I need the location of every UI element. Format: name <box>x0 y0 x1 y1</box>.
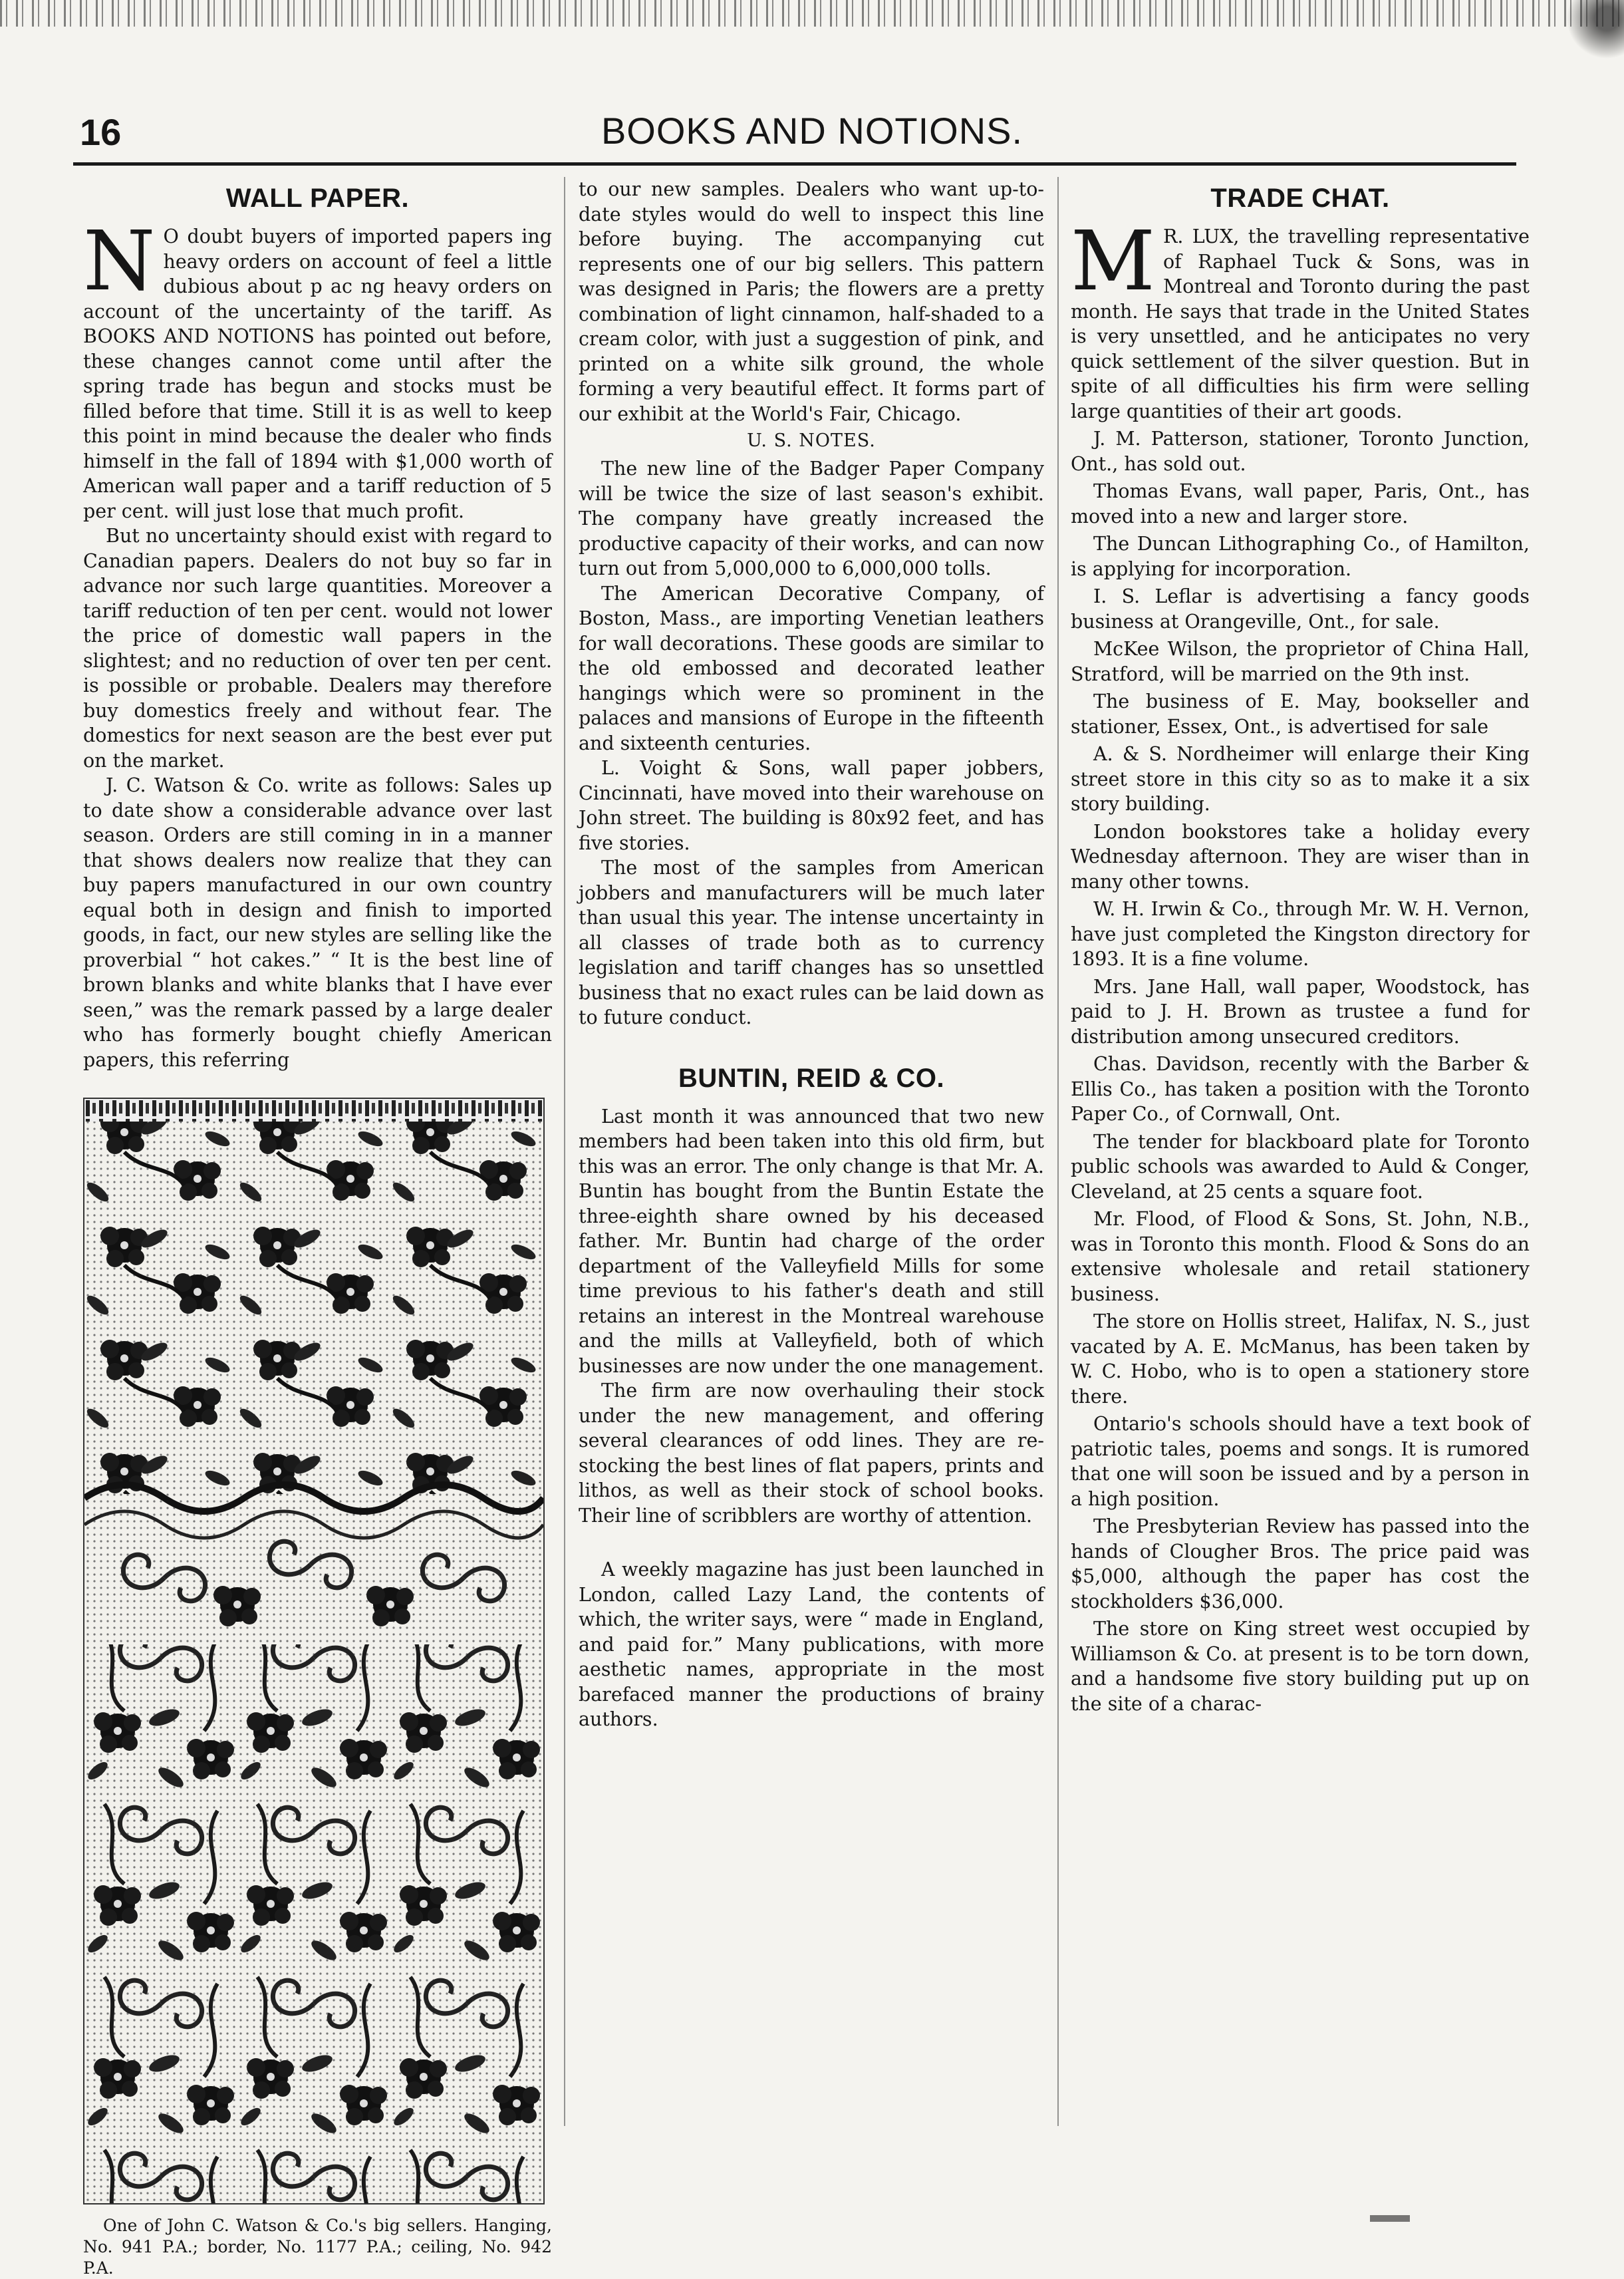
wallpaper-illustration <box>83 1098 545 2204</box>
column-divider <box>564 177 565 2126</box>
trade-item: London bookstores take a holiday every Wednesday afternoon. They are wiser than in many other towns. <box>1071 820 1530 893</box>
trade-item: W. H. Irwin & Co., through Mr. W. H. Vernon, have just completed the Kingston directory for 1893. It is a fine volume. <box>1071 898 1530 970</box>
running-head: BOOKS AND NOTIONS. <box>601 110 1023 152</box>
column-1 <box>83 177 552 2279</box>
trade-item: The business of E. May, bookseller and stationer, Essex, Ont., is advertised for sale <box>1071 690 1530 738</box>
wall-paper-heading: WALL PAPER. <box>225 184 410 213</box>
trade-item: I. S. Leflar is advertising a fancy goods business at Orangeville, Ont., for sale. <box>1071 585 1530 633</box>
paragraph: A weekly magazine has just been launched in London, called Lazy Land, the contents of which, the writer says, were “ made in England, and paid for.” Many publications, with more aesthetic names, appropriate in the most barefaced manner the productions of brainy authors. <box>579 1559 1044 1730</box>
paragraph: The American Decorative Company, of Boston, Mass., are importing Venetian leathers for wall decorations. These goods are similar to the old embossed and decorated leather hangings which were so prominent in the palaces and mansions of Europe in the fifteenth and sixteenth centuries. <box>579 582 1044 754</box>
trade-item: The Presbyterian Review has passed into the hands of Clougher Bros. The price paid was $5,000, although the paper has cost the stockholders $36,000. <box>1071 1515 1530 1612</box>
trade-item: The tender for blackboard plate for Toronto public schools was awarded to Auld & Conger, Cleveland, at 25 cents a square foot. <box>1071 1130 1530 1203</box>
paragraph: to our new samples. Dealers who want up-to-date styles would do well to inspect this line before buying. The accompanying cut represents one of our big sellers. This pattern was designed in Paris; the flowers are a pretty combination of light cinnamon, half-shaded to a cream color, with just a suggestion of pink, and printed on a white silk ground, the whole forming a very beautiful effect. It forms part of our exhibit at the World's Fair, Chicago. <box>579 178 1044 425</box>
scan-noise-corner <box>1538 0 1624 93</box>
column-3 <box>1071 177 1530 1719</box>
us-notes-heading: U. S. NOTES. <box>747 430 876 451</box>
illustration-caption: One of John C. Watson & Co.'s big sellers. Hanging, No. 941 P.A.; border, No. 1177 P.A.; ceiling, No. 942 P.A. <box>83 2216 552 2278</box>
drop-cap: N <box>83 214 156 309</box>
trade-chat-heading: TRADE CHAT. <box>1210 184 1390 213</box>
paragraph: Last month it was announced that two new members had been taken into this old firm, but this was an error. The only change is that Mr. A. Buntin has bought from the Buntin Estate the three-eighth share owned by his deceased father. Mr. Buntin had charge of the order department of the Valleyfield Mills for some time previous to his father's death and still retains an interest in the Montreal warehouse and the mills at Valleyfield, both of which businesses are now under the one management. <box>579 1105 1044 1377</box>
page-number: 16 <box>80 111 122 153</box>
section-spacer <box>579 1030 1044 1057</box>
buntin-reid-heading: BUNTIN, REID & CO. <box>678 1063 945 1093</box>
paragraph: J. C. Watson & Co. write as follows: Sales up to date show a considerable advance over last season. Orders are still coming in in a manner that shows dealers now realize that they can buy papers manufactured in our own country equal both in design and finish to imported goods, in fact, our new styles are selling like the proverbial “ hot cakes.” “ It is the best line of brown blanks and white blanks that I have ever seen,” was the remark passed by a large dealer who has formerly bought chiefly American papers, this referring <box>83 774 552 1071</box>
paragraph: But no uncertainty should exist with regard to Canadian papers. Dealers do not buy so far in advance nor such large quantities. Moreover a tariff reduction of ten per cent. would not lower the price of domestic wall papers in the slightest; and no reduction of over ten per cent. is possible or probable. Dealers may therefore buy domestics freely and without fear. The domestics for next season are the best ever put on the market. <box>83 525 552 772</box>
trade-item: J. M. Patterson, stationer, Toronto Junction, Ont., has sold out. <box>1071 428 1530 475</box>
trade-item: Ontario's schools should have a text book of patriotic tales, poems and songs. It is rumored that one will soon be issued and by a person in a high position. <box>1071 1413 1530 1510</box>
paragraph: The most of the samples from American jobbers and manufacturers will be much later than usual this year. The intense uncertainty in all classes of trade both as to currency legislation and tariff changes has so unsettled business that no exact rules can be laid down as to future conduct. <box>579 857 1044 1028</box>
trade-item: Mrs. Jane Hall, wall paper, Woodstock, has paid to J. H. Brown as trustee a fund for distribution among unsecured creditors. <box>1071 975 1530 1048</box>
paragraph: The firm are now overhauling their stock under the new management, and offering several clearances of odd lines. They are re-stocking the best lines of flat papers, prints and lithos, as well as their stock of school books. Their line of scribblers are worthy of attention. <box>579 1380 1044 1527</box>
trade-item: The store on King street west occupied by Williamson & Co. at present is to be torn down, and a handsome five story building put up on the site of a charac- <box>1071 1618 1530 1715</box>
header-rule <box>73 162 1516 166</box>
paragraph: L. Voight & Sons, wall paper jobbers, Cincinnati, have moved into their warehouse on John street. The building is 80x92 feet, and has five stories. <box>579 757 1044 854</box>
paragraph: O doubt buyers of imported papers ing heavy orders on account of feel a little dubious about p ac ng heavy orders on account of the uncertainty of the tariff. As BOOKS AND NOTIONS has pointed out before, these changes cannot come until after the spring trade has begun and stocks must be filled before that time. Still it is as well to keep this point in mind because the dealer who finds himself in the fall of 1894 with $1,000 worth of American wall paper and a tariff reduction of 5 per cent. will just lose that much profit. <box>83 226 552 522</box>
drop-cap: M <box>1071 214 1155 309</box>
trade-item: The Duncan Lithographing Co., of Hamilton, is applying for incorporation. <box>1071 533 1530 580</box>
trade-item: The store on Hollis street, Halifax, N. S., just vacated by A. E. McManus, has been taken by W. C. Hobo, who is to open a stationery store there. <box>1071 1310 1530 1408</box>
trade-item: McKee Wilson, the proprietor of China Hall, Stratford, will be married on the 9th inst. <box>1071 638 1530 685</box>
paragraph: The new line of the Badger Paper Company will be twice the size of last season's exhibit. The company have greatly increased the productive capacity of their works, and can now turn out from 5,000,000 to 6,000,000 tolls. <box>579 458 1044 579</box>
trade-item: Chas. Davidson, recently with the Barber & Ellis Co., has taken a position with the Toronto Paper Co., of Cornwall, Ont. <box>1071 1053 1530 1125</box>
trade-item: Mr. Flood, of Flood & Sons, St. John, N.B., was in Toronto this month. Flood & Sons do an extensive wholesale and retail stationery business. <box>1071 1208 1530 1305</box>
column-2 <box>579 177 1044 1732</box>
paragraph: R. LUX, the travelling representative of Raphael Tuck & Sons, was in Montreal and Toronto during the past month. He says that trade in the United States is very unsettled, and he anticipates no very quick settlement of the silver question. But in spite of all difficulties his firm were selling large quantities of their art goods. <box>1071 226 1530 422</box>
trade-item: A. & S. Nordheimer will enlarge their King street store in this city so as to make it a six story building. <box>1071 743 1530 815</box>
trade-item: Thomas Evans, wall paper, Paris, Ont., has moved into a new and larger store. <box>1071 480 1530 528</box>
column-divider <box>1057 177 1059 2126</box>
scan-noise-bottom <box>1370 2215 1410 2222</box>
floral-pattern-image <box>84 1099 543 2203</box>
scan-noise-top <box>0 0 1624 27</box>
